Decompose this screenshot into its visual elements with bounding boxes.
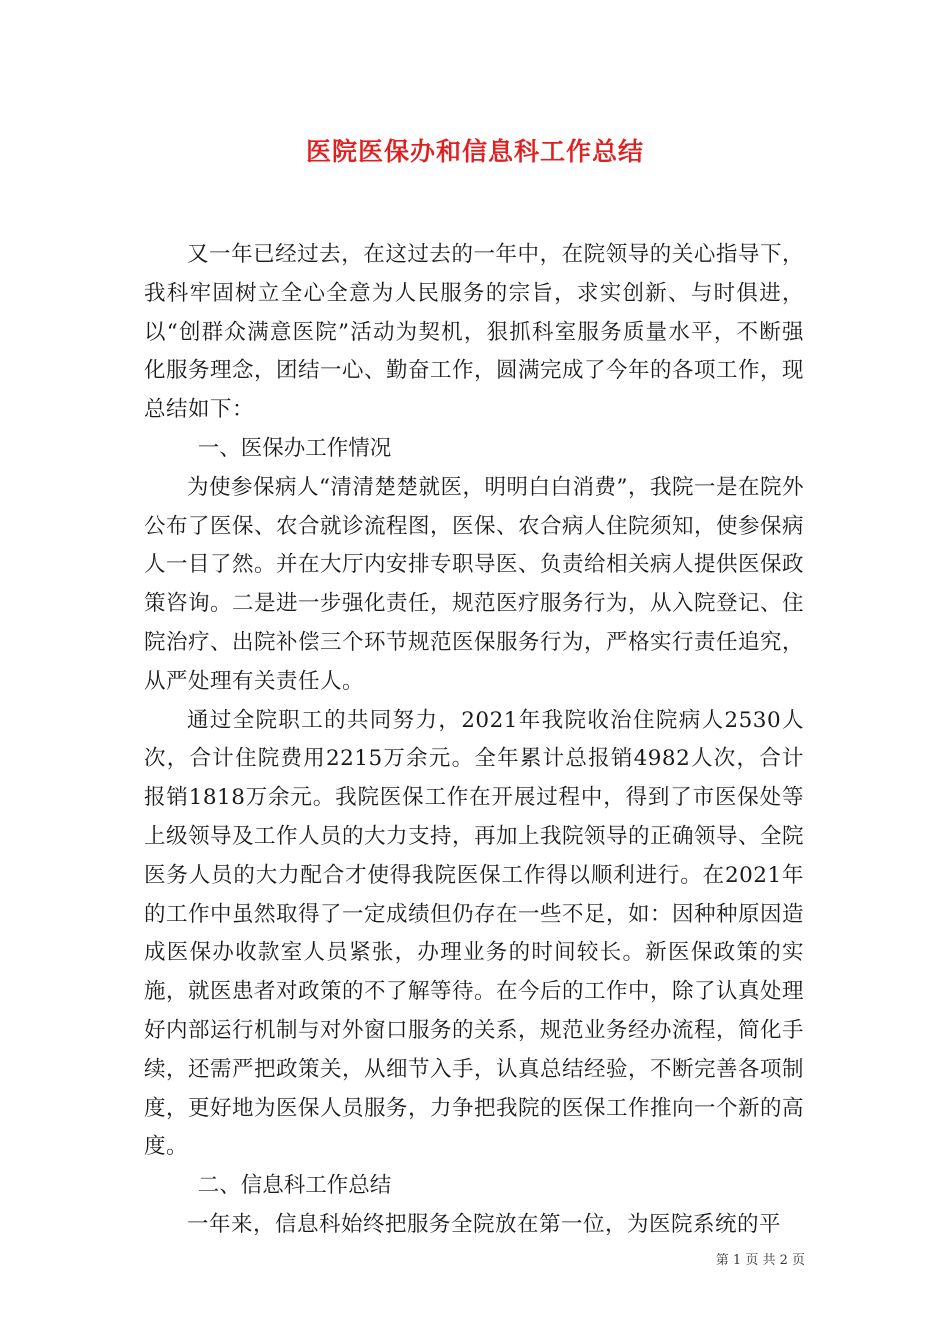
document-title: 医院医保办和信息科工作总结	[305, 137, 644, 166]
intro-paragraph: 又一年已经过去，在这过去的一年中，在院领导的关心指导下，我科牢固树立全心全意为人民服务的宗旨，求实创新、与时俱进，以“创群众满意医院”活动为契机，狠抓科室服务质量水平，不断强化服务理念，团结一心、勤奋工作，圆满完成了今年的各项工作，现总结如下：	[144, 242, 805, 423]
section2-paragraph-1: 一年来，信息科始终把服务全院放在第一位，为医院系统的平	[187, 1211, 782, 1237]
page-number-footer: 第 1 页 共 2 页	[715, 1253, 805, 1268]
document-body	[144, 236, 804, 1245]
section-heading-medical-insurance: 一、医保办工作情况	[197, 435, 392, 461]
section1-paragraph-1: 为使参保病人“清清楚楚就医，明明白白消费”，我院一是在院外公布了医保、农合就诊流程图，医保、农合病人住院须知，使参保病人一目了然。并在大厅内安排专职导医、负责给相关病人提供医保政策咨询。二是进一步强化责任，规范医疗服务行为，从入院登记、住院治疗、出院补偿三个环节规范医保服务行为，严格实行责任追究，从严处理有关责任人。	[144, 474, 805, 694]
section1-paragraph-2: 通过全院职工的共同努力，2021年我院收治住院病人2530人次，合计住院费用2215万余元。全年累计总报销4982人次，合计报销1818万余元。我院医保工作在开展过程中，得到了市医保处等上级领导及工作人员的大力支持，再加上我院领导的正确领导、全院医务人员的大力配合才使得我院医保工作得以顺利进行。在2021年的工作中虽然取得了一定成绩但仍存在一些不足，如：因种种原因造成医保办收款室人员紧张，办理业务的时间较长。新医保政策的实施，就医患者对政策的不了解等待。在今后的工作中，除了认真处理好内部运行机制与对外窗口服务的关系，规范业务经办流程，简化手续，还需严把政策关，从细节入手，认真总结经验，不断完善各项制度，更好地为医保人员服务，力争把我院的医保工作推向一个新的高度。	[144, 707, 805, 1160]
section-heading-information: 二、信息科工作总结	[197, 1173, 392, 1199]
